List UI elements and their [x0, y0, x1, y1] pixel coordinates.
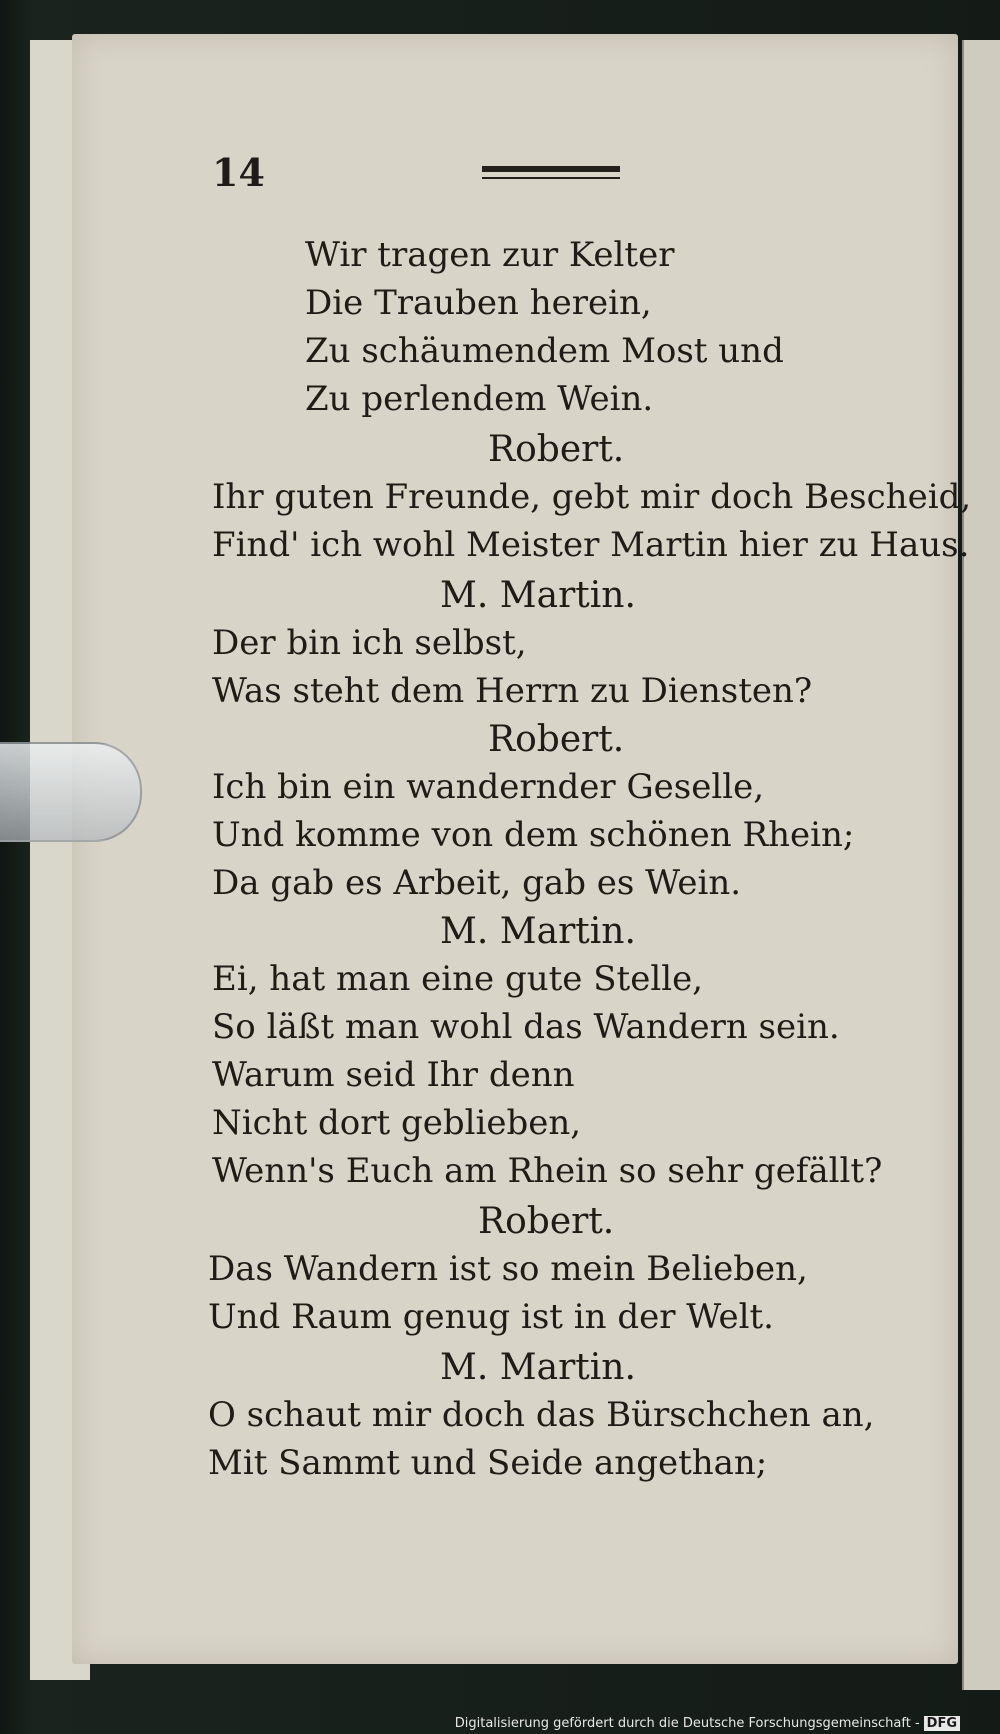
text-line: Warum seid Ihr denn — [212, 1055, 575, 1095]
text-line: So läßt man wohl das Wandern sein. — [212, 1007, 840, 1047]
text-line: Ich bin ein wandernder Geselle, — [212, 767, 765, 807]
footer-text: Digitalisierung gefördert durch die Deutsche Forschungsgemeinschaft - — [454, 1716, 920, 1731]
text-line: Die Trauben herein, — [305, 283, 652, 323]
header-rule-thin — [482, 177, 620, 179]
header-rule-thick — [482, 166, 620, 172]
digitization-footer — [455, 1716, 960, 1731]
text-line: Wenn's Euch am Rhein so sehr gefällt? — [212, 1151, 883, 1191]
text-line: Und Raum genug ist in der Welt. — [208, 1297, 774, 1337]
text-line: Mit Sammt und Seide angethan; — [208, 1443, 768, 1483]
text-line: Nicht dort geblieben, — [212, 1103, 582, 1143]
text-line: Da gab es Arbeit, gab es Wein. — [212, 863, 742, 903]
facing-page-edge — [962, 40, 1000, 1690]
speaker-name: Robert. — [478, 1201, 615, 1242]
text-line: Find' ich wohl Meister Martin hier zu Haus. — [212, 525, 970, 565]
text-line: Und komme von dem schönen Rhein; — [212, 815, 855, 855]
text-line: O schaut mir doch das Bürschchen an, — [208, 1395, 875, 1435]
page-number: 14 — [212, 150, 265, 195]
dfg-logo: DFG — [924, 1716, 960, 1731]
text-line: Was steht dem Herrn zu Diensten? — [212, 671, 813, 711]
text-line: Der bin ich selbst, — [212, 623, 527, 663]
book-clip — [0, 742, 142, 842]
speaker-name: M. Martin. — [440, 575, 636, 616]
speaker-name: M. Martin. — [440, 1347, 636, 1388]
text-line: Zu schäumendem Most und — [305, 331, 784, 371]
speaker-name: Robert. — [488, 719, 625, 760]
text-line: Ei, hat man eine gute Stelle, — [212, 959, 703, 999]
text-line: Ihr guten Freunde, gebt mir doch Bescheid, — [212, 477, 972, 517]
speaker-name: M. Martin. — [440, 911, 636, 952]
text-line: Zu perlendem Wein. — [305, 379, 654, 419]
text-line: Das Wandern ist so mein Belieben, — [208, 1249, 808, 1289]
speaker-name: Robert. — [488, 429, 625, 470]
text-line: Wir tragen zur Kelter — [305, 235, 675, 275]
header-rule — [482, 166, 620, 182]
